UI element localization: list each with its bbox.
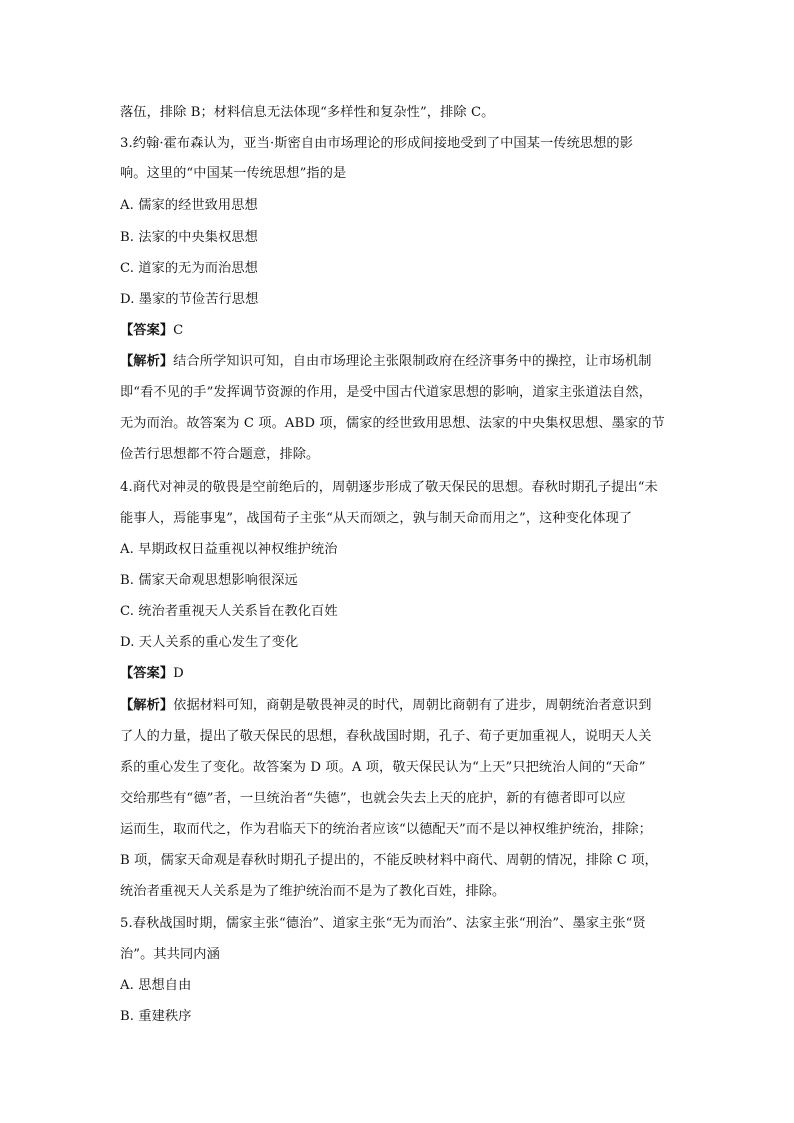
question-4-answer	[120, 664, 680, 684]
analysis-tag: 【解析】	[120, 354, 174, 369]
question-4-option-a: A. 早期政权日益重视以神权维护统治	[120, 542, 338, 557]
question-3-option-a: A. 儒家的经世致用思想	[120, 198, 258, 213]
question-4-option-b: B. 儒家天命观思想影响很深远	[120, 573, 298, 588]
question-3-option-d: D. 墨家的节俭苦行思想	[120, 292, 259, 307]
question-4-analysis	[120, 696, 680, 716]
answer-tag: 【答案】	[120, 666, 174, 681]
question-4-option-c: C. 统治者重视天人关系旨在教化百姓	[120, 604, 338, 619]
answer-value: D	[173, 666, 184, 681]
question-4-option-d: D. 天人关系的重心发生了变化	[120, 635, 299, 650]
text-line: 即“看不见的手”发挥调节资源的作用，是受中国古代道家思想的影响，道家主张道法自然，	[120, 385, 652, 400]
question-3-answer	[120, 321, 680, 341]
text-line: 系的重心发生了变化。故答案为 D 项。A 项，敬天保民认为“上天”只把统治人间的“天命”	[120, 760, 646, 775]
analysis-text: 结合所学知识可知，自由市场理论主张限制政府在经济事务中的操控，让市场机制	[173, 354, 652, 369]
text-line: 俭苦行思想都不符合题意，排除。	[120, 447, 320, 462]
question-3-option-b: B. 法家的中央集权思想	[120, 230, 258, 245]
question-3-stem: 3.约翰·霍布森认为，亚当·斯密自由市场理论的形成间接地受到了中国某一传统思想的影	[120, 136, 633, 151]
question-5-option-b: B. 重建秩序	[120, 1009, 192, 1024]
text-line: 运而生，取而代之，作为君临天下的统治者应该“以德配天”而不是以神权维护统治，排除；	[120, 822, 652, 837]
answer-value: C	[173, 323, 184, 338]
question-4-stem: 4.商代对神灵的敬畏是空前绝后的，周朝逐步形成了敬天保民的思想。春秋时期孔子提出“未	[120, 480, 658, 495]
text-line: 落伍，排除 B；材料信息无法体现“多样性和复杂性”，排除 C。	[120, 105, 495, 120]
text-line: 了人的力量，提出了敬天保民的思想，春秋战国时期，孔子、荀子更加重视人，说明天人关	[120, 729, 652, 744]
question-3-analysis	[120, 352, 680, 372]
question-5-stem: 5.春秋战国时期，儒家主张“德治”、道家主张“无为而治”、法家主张“刑治”、墨家主张“贤	[120, 916, 646, 931]
analysis-text: 依据材料可知，商朝是敬畏神灵的时代，周朝比商朝有了进步，周朝统治者意识到	[173, 698, 652, 713]
question-5-stem-cont: 治”。其共同内涵	[120, 947, 220, 962]
answer-tag: 【答案】	[120, 323, 174, 338]
text-line: 统治者重视天人关系是为了维护统治而不是为了教化百姓，排除。	[120, 884, 506, 899]
text-line: B 项，儒家天命观是春秋时期孔子提出的，不能反映材料中商代、周朝的情况，排除 C 项，	[120, 853, 658, 868]
text-line: 交给那些有“德”者，一旦统治者“失德”，也就会失去上天的庇护，新的有德者即可以应	[120, 791, 626, 806]
text-line: 无为而治。故答案为 C 项。ABD 项，儒家的经世致用思想、法家的中央集权思想、墨家的节	[120, 416, 665, 431]
question-3-stem-cont: 响。这里的“中国某一传统思想”指的是	[120, 166, 347, 181]
analysis-tag: 【解析】	[120, 698, 174, 713]
question-4-stem-cont: 能事人，焉能事鬼”，战国荀子主张“从天而颂之，孰与制天命而用之”，这种变化体现了	[120, 511, 633, 526]
question-3-option-c: C. 道家的无为而治思想	[120, 261, 258, 276]
question-5-option-a: A. 思想自由	[120, 978, 192, 993]
